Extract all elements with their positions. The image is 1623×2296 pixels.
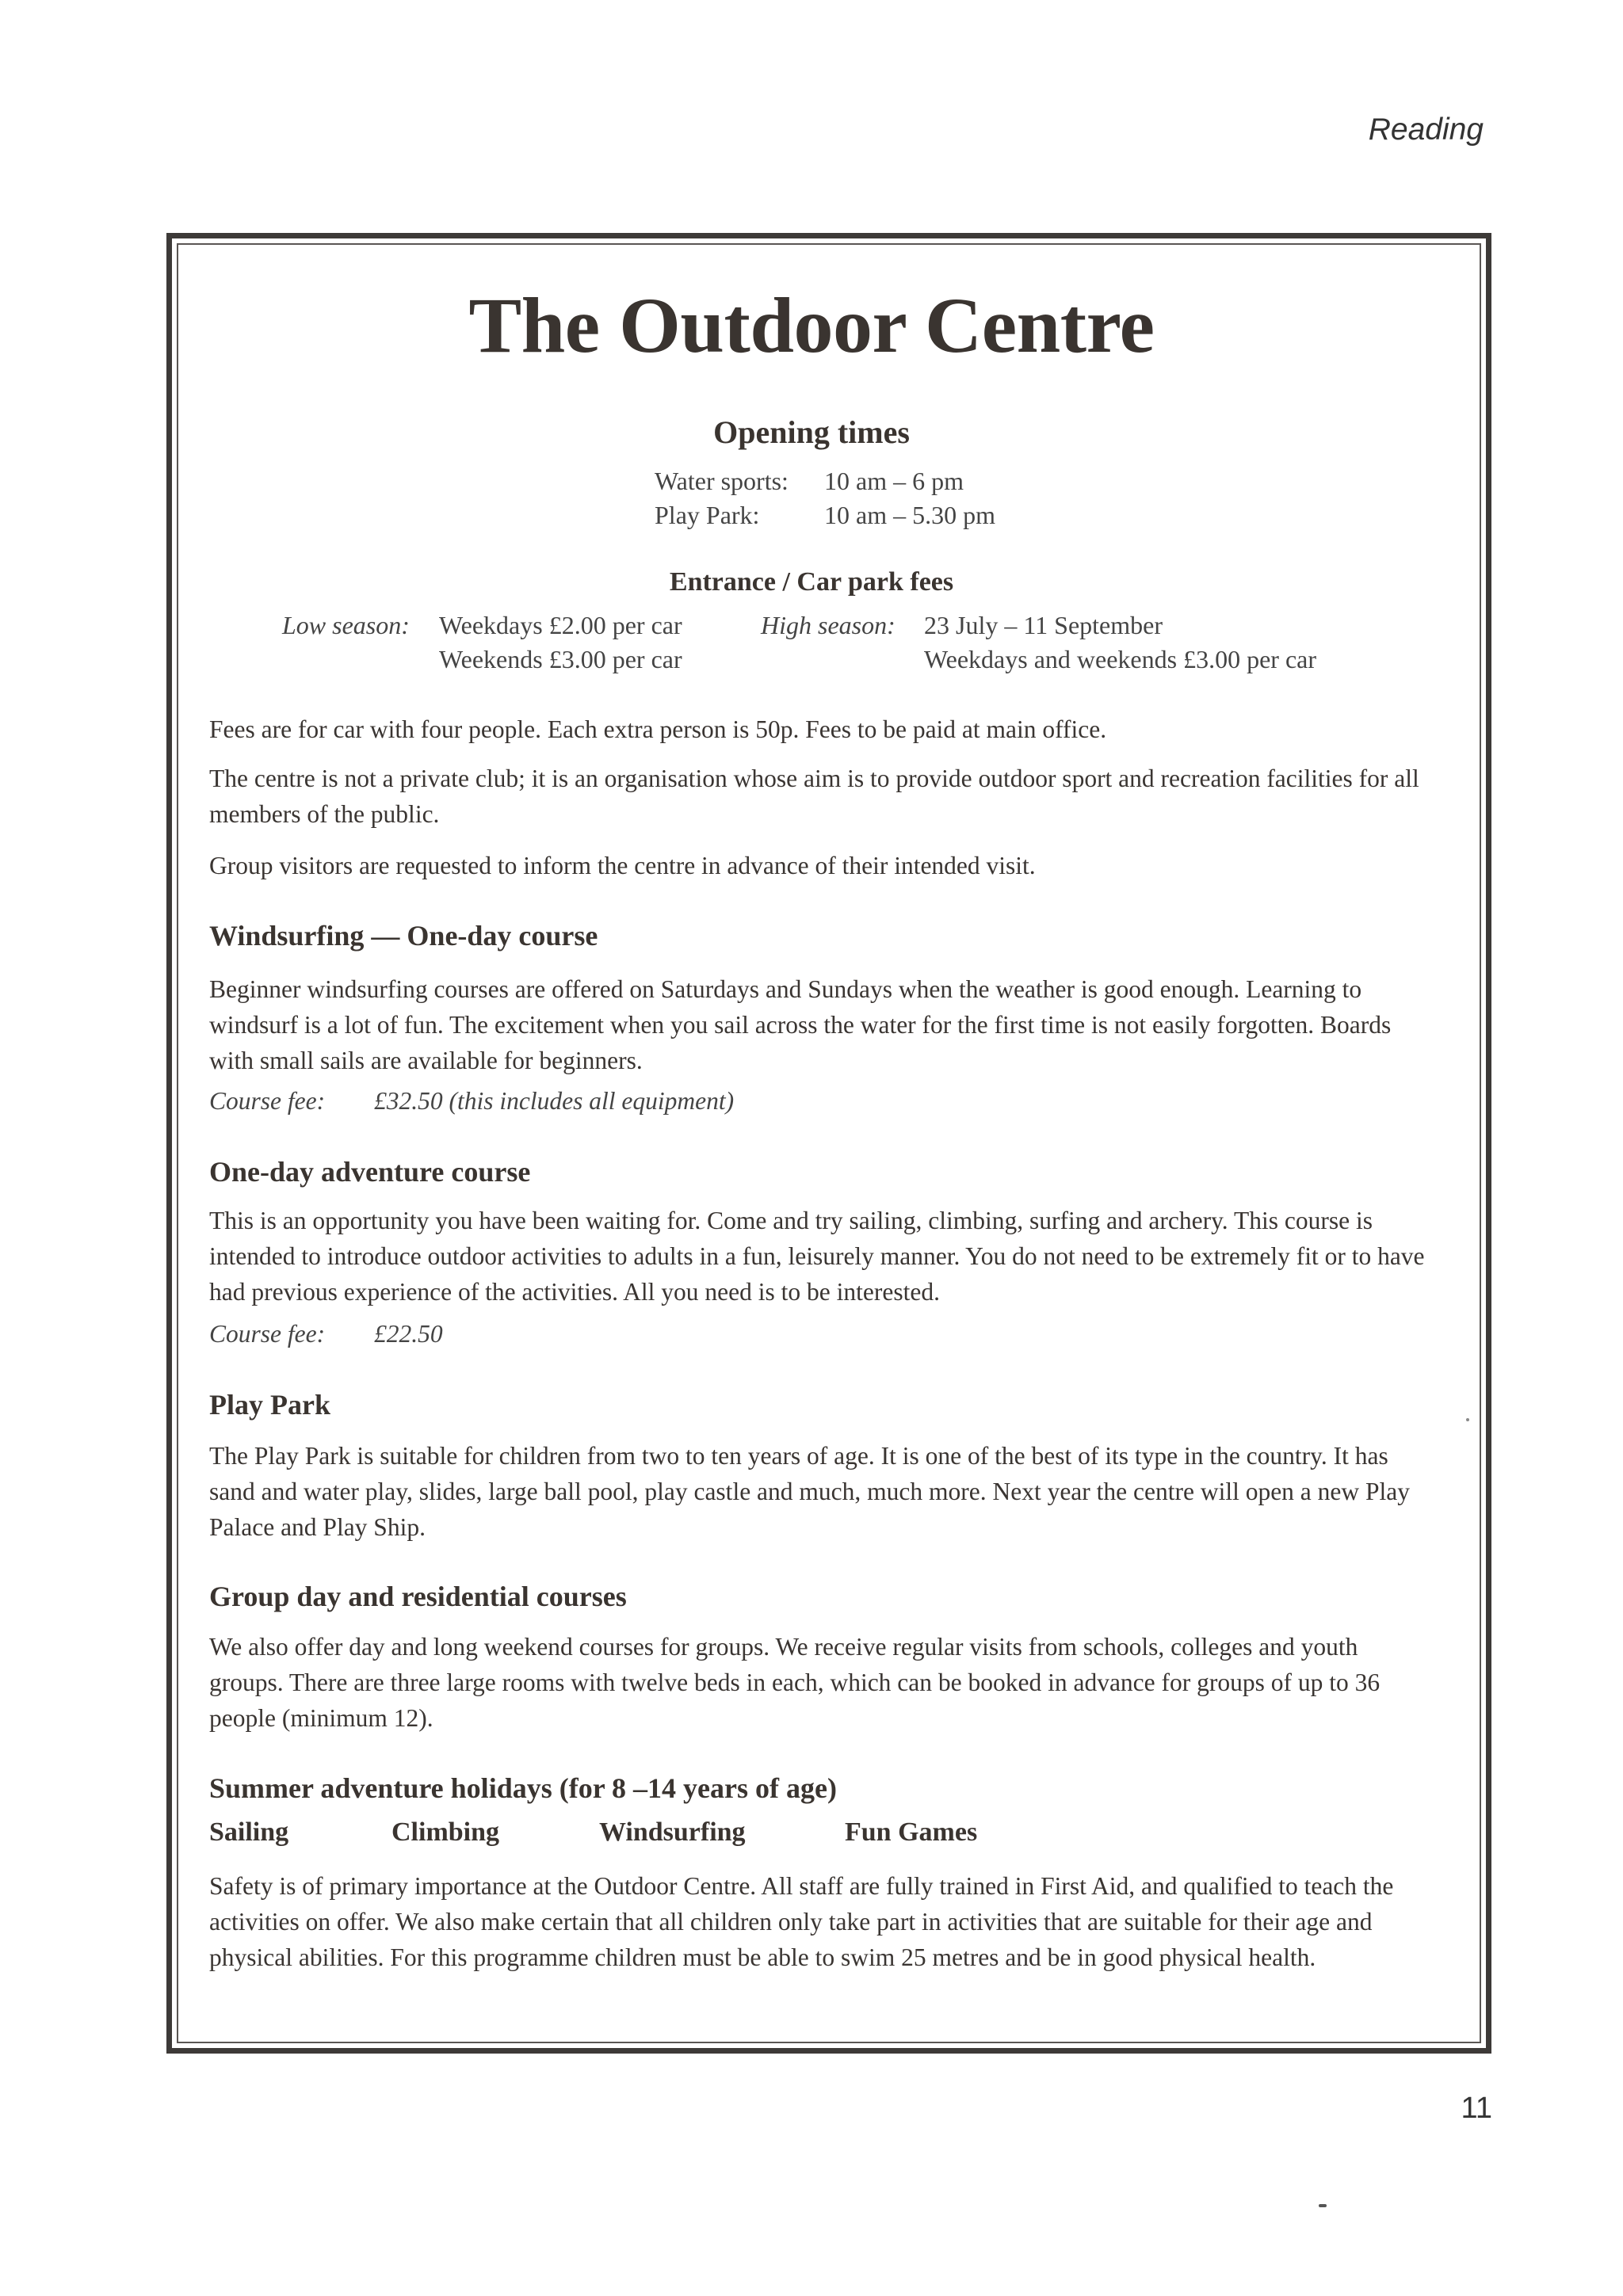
high-season-label: High season: [761,611,896,639]
high-season-dates: 23 July – 11 September [924,611,1163,639]
adventure-text: This is an opportunity you have been waiting for. Come and try sailing, climbing, surfing and archery. This course is intended to introduce outdoor activities to adults in a fun, leisurely manner. You do not need to be extremely fit or to have had previous experience of the activities. All you need is to be interested. [209,1207,1425,1306]
play-park-heading: Play Park [209,1389,330,1421]
low-season-label: Low season: [282,611,410,639]
course-fee-value: £22.50 [374,1320,443,1348]
opening-row-value: 10 am – 5.30 pm [824,501,995,529]
page-header: Reading [1368,113,1484,147]
low-season-weekends: Weekends £3.00 per car [439,645,682,673]
intro-paragraph-groups: Group visitors are requested to inform the centre in advance of their intended visit. [209,852,1036,879]
opening-row-value: 10 am – 6 pm [824,467,964,495]
course-fee-value: £32.50 (this includes all equipment) [374,1087,735,1115]
fees-heading: Entrance / Car park fees [669,567,954,597]
scan-speck [1319,2204,1327,2207]
adventure-heading: One-day adventure course [209,1156,531,1188]
opening-times-heading: Opening times [713,414,910,450]
course-fee-label: Course fee: [209,1087,326,1115]
play-park-text: The Play Park is suitable for children from two to ten years of age. It is one of the best of its type in the country. It has sand and water play, slides, large ball pool, play castle and much, much more. Next year the centre will open a new Play Palace and Play Ship. [209,1442,1411,1541]
activity-windsurfing: Windsurfing [599,1817,746,1847]
intro-paragraph-fees: Fees are for car with four people. Each extra person is 50p. Fees to be paid at main office. [209,715,1107,743]
activity-sailing: Sailing [209,1817,289,1847]
document-content [209,0,1430,2296]
activity-fun-games: Fun Games [845,1817,978,1847]
low-season-weekdays: Weekdays £2.00 per car [439,611,682,639]
windsurfing-heading: Windsurfing — One-day course [209,920,598,952]
summer-holidays-heading: Summer adventure holidays (for 8 –14 years of age) [209,1772,837,1804]
scan-speck [1466,1418,1469,1421]
opening-row-water-sports [655,464,995,498]
summer-holidays-text: Safety is of primary importance at the Outdoor Centre. All staff are fully trained in First Aid, and qualified to teach the activities on offer. We also make certain that all children only take part in activities that are suitable for their age and physical abilities. For this programme children must be able to swim 25 metres and be in good physical health. [209,1872,1394,1971]
opening-row-label: Play Park: [655,501,760,529]
opening-row-label: Water sports: [655,467,789,495]
page-number: 11 [1461,2092,1492,2125]
adventure-fee [209,1320,443,1348]
intro-paragraph-centre: The centre is not a private club; it is an organisation whose aim is to provide outdoor sport and recreation facilities for all members of the public. [209,765,1419,828]
high-season-fee: Weekdays and weekends £3.00 per car [924,645,1316,673]
windsurfing-fee [209,1087,734,1116]
group-courses-text: We also offer day and long weekend courses for groups. We receive regular visits from schools, colleges and youth groups. There are three large rooms with twelve beds in each, which can be booked in advance for groups of up to 36 people (minimum 12). [209,1633,1381,1732]
activity-climbing: Climbing [391,1817,500,1847]
opening-times-list [655,464,995,532]
course-fee-label: Course fee: [209,1320,326,1348]
windsurfing-text: Beginner windsurfing courses are offered on Saturdays and Sundays when the weather is good enough. Learning to windsurf is a lot of fun. The excitement when you sail across the water for the first time is not easily forgotten. Boards with small sails are available for beginners. [209,975,1392,1074]
group-courses-heading: Group day and residential courses [209,1581,627,1612]
opening-row-play-park [655,498,995,532]
document-title: The Outdoor Centre [468,281,1155,369]
